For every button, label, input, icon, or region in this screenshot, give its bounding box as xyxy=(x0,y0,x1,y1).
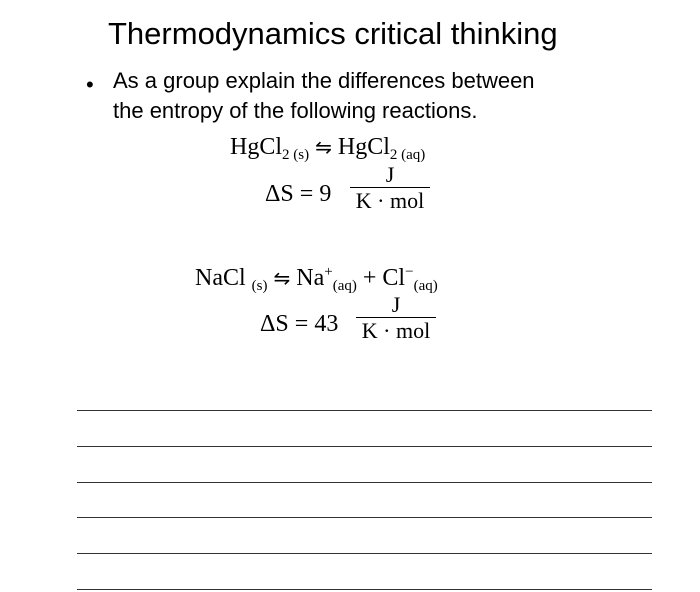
slide-title: Thermodynamics critical thinking xyxy=(108,16,558,51)
reaction-2-cation-subscript: (aq) xyxy=(332,278,357,294)
reaction-1-reactant-subscript: 2 (s) xyxy=(282,147,310,163)
reaction-2-cation: Na xyxy=(296,265,325,291)
reaction-2-anion-subscript: (aq) xyxy=(413,278,438,294)
reaction-2-plus: + xyxy=(362,265,377,291)
bullet-text-line-1: As a group explain the differences between xyxy=(113,68,535,93)
reaction-2-delta-s: ΔS = 43 xyxy=(260,311,339,337)
answer-line xyxy=(77,446,652,447)
reaction-2-anion-charge: − xyxy=(405,264,414,280)
answer-line xyxy=(77,589,652,590)
reaction-2-unit-fraction xyxy=(356,293,436,344)
equilibrium-arrow-icon: ⇋ xyxy=(273,266,291,290)
reaction-1-product: HgCl xyxy=(337,134,390,160)
answer-line xyxy=(77,517,652,518)
reaction-1-delta-s: ΔS = 9 xyxy=(265,181,332,207)
reaction-2-reactant: NaCl xyxy=(195,265,246,291)
reaction-1-unit-fraction xyxy=(350,163,430,214)
reaction-2-reactant-subscript: (s) xyxy=(251,278,268,294)
bullet-text-line-2: the entropy of the following reactions. xyxy=(113,98,478,123)
reaction-1-product-subscript: 2 (aq) xyxy=(389,147,426,163)
reaction-1-unit-denominator: K · mol xyxy=(355,188,425,213)
answer-line xyxy=(77,410,652,411)
reaction-1-reactant: HgCl xyxy=(230,134,283,160)
answer-line xyxy=(77,553,652,554)
reaction-2-unit-numerator: J xyxy=(391,292,401,317)
bullet-icon: • xyxy=(86,72,94,97)
reaction-2-cation-charge: + xyxy=(324,264,333,280)
answer-line xyxy=(77,482,652,483)
reaction-1-unit-numerator: J xyxy=(385,162,395,187)
reaction-2-unit-denominator: K · mol xyxy=(361,318,431,343)
reaction-2-anion: Cl xyxy=(382,265,406,291)
equilibrium-arrow-icon: ⇋ xyxy=(315,135,332,159)
